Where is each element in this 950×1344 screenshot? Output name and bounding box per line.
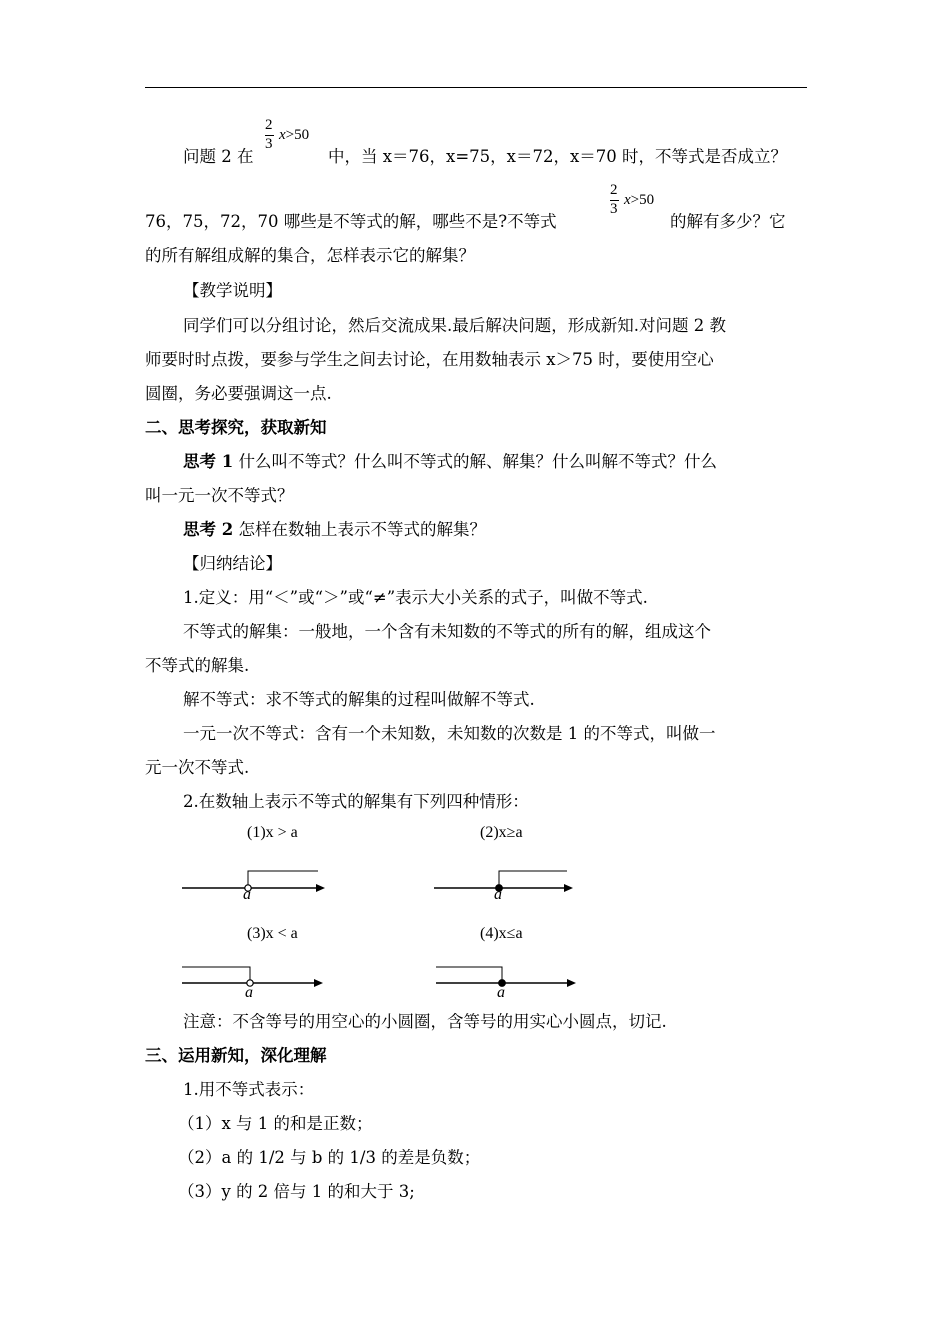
teach-note-line2: 师要时时点拨，要参与学生之间去讨论，在用数轴表示 x＞75 时，要使用空心 [145,350,714,369]
teach-note-line1: 同学们可以分组讨论，然后交流成果.最后解决问题，形成新知.对问题 2 教 [183,316,726,335]
case2-label: (2)x≥a [480,824,523,841]
definition-solve: 解不等式：求不等式的解集的过程叫做解不等式. [183,690,535,709]
problem2-line3: 的所有解组成解的集合，怎样表示它的解集？ [145,246,475,265]
number-line-note: 注意：不含等号的用空心的小圆圈，含等号的用实心小圆点，切记. [183,1012,667,1031]
definition-solution-set-2: 不等式的解集. [145,656,250,675]
case2-point-label: a [494,886,502,903]
axis-arrow [314,979,323,987]
axis-arrow [564,884,573,892]
fraction-relation: >50 [630,192,655,208]
think2-label: 思考 2 [183,520,234,539]
solution-ray [499,871,567,888]
fraction-rest [279,128,309,143]
think1-line [183,451,717,473]
axis-arrow [567,979,576,987]
think1-continuation: 叫一元一次不等式？ [145,486,294,505]
problem2-line1 [183,146,254,168]
definition-solution-set-1: 不等式的解集：一般地，一个含有未知数的不等式的所有的解，组成这个 [183,622,711,641]
definition-inequality: 1.定义：用“＜”或“＞”或“≠”表示大小关系的式子，叫做不等式. [183,588,648,607]
number-line-case3 [180,962,330,1002]
axis-arrow [316,884,325,892]
fraction-variable: x [279,127,286,143]
fraction-rest [624,193,654,208]
teach-note-heading: 【教学说明】 [183,281,282,300]
exercise-item-2: （2）a 的 1/2 与 b 的 1/3 的差是负数； [178,1148,481,1167]
case4-label: (4)x≤a [480,925,523,942]
fraction-variable: x [624,192,631,208]
section3-title: 三、运用新知，深化理解 [145,1046,327,1065]
think1-label: 思考 1 [183,452,234,471]
case3-point-label: a [245,984,253,1001]
solution-ray [182,967,250,983]
conclusion-heading: 【归纳结论】 [183,554,282,573]
case3-label: (3)x < a [247,925,298,942]
definition-linear-2: 元一次不等式. [145,758,250,777]
fraction-numerator: 2 [265,117,273,133]
number-line-case2 [432,862,582,902]
number-line-case4 [434,962,584,1002]
think1-text: 什么叫不等式？什么叫不等式的解、解集？什么叫解不等式？什么 [233,452,717,471]
cases-intro: 2.在数轴上表示不等式的解集有下列四种情形： [183,792,529,811]
think2-line [183,519,486,541]
solution-ray [248,871,318,888]
fraction-relation: >50 [285,127,310,143]
section3-intro: 1.用不等式表示： [183,1080,315,1099]
solution-ray [436,967,502,983]
problem2-prefix: 问题 2 在 [183,147,254,166]
case1-point-label: a [243,886,251,903]
teach-note-line3: 圆圈，务必要强调这一点. [145,384,332,403]
definition-linear-1: 一元一次不等式：含有一个未知数，未知数的次数是 1 的不等式，叫做一 [183,724,716,743]
case1-label: (1)x > a [247,824,298,841]
fraction-denominator: 3 [265,136,273,152]
case4-point-label: a [497,984,505,1001]
problem2-line2-suffix: 的解有多少？它 [670,212,786,231]
section2-title: 二、思考探究，获取新知 [145,418,327,437]
think2-text: 怎样在数轴上表示不等式的解集？ [233,520,486,539]
problem2-line2-prefix: 76，75，72，70 哪些是不等式的解，哪些不是?不等式 [145,212,557,231]
fraction-denominator: 3 [610,201,618,217]
header-rule [145,87,807,88]
fraction-numerator: 2 [610,182,618,198]
exercise-item-3: （3）y 的 2 倍与 1 的和大于 3; [178,1182,415,1201]
problem2-suffix: 中，当 x＝76，x=75，x＝72，x＝70 时，不等式是否成立？ [328,147,788,166]
exercise-item-1: （1）x 与 1 的和是正数； [178,1114,373,1133]
number-line-case1 [180,862,330,902]
